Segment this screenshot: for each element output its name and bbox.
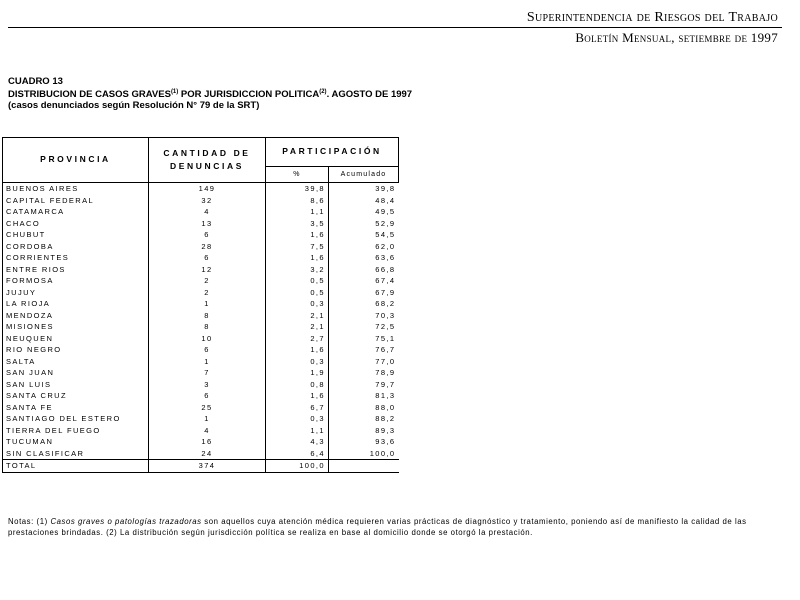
table-row xyxy=(3,241,399,253)
table-row xyxy=(3,448,399,460)
notes-text: son aquellos cuya atención médica requieren varias prácticas de diagnóstico y tratamiento, poniendo así de manifiesto la calidad de las prestaciones brindadas. (2) La distribución según jurisdicción política se realiza en base al domicilio donde se otorgó la prestación. xyxy=(8,517,747,537)
cell-acumulado: 79,7 xyxy=(375,379,396,389)
table-row xyxy=(3,344,399,356)
cell-pct: 7,5 xyxy=(266,241,329,253)
table-row xyxy=(3,367,399,379)
cell-acumulado: 76,7 xyxy=(375,345,396,354)
cell-acumulado: 81,3 xyxy=(375,391,396,400)
cell-cantidad: 10 xyxy=(149,333,266,345)
cell-acumulado: 39,8 xyxy=(375,184,396,193)
cell-pct: 0,3 xyxy=(266,356,329,368)
cell-cantidad: 32 xyxy=(149,195,266,207)
cell-provincia: SANTIAGO DEL ESTERO xyxy=(3,413,149,425)
cell-provincia: FORMOSA xyxy=(3,275,149,287)
cell-acumulado: 48,4 xyxy=(375,195,396,205)
cell-provincia: MISIONES xyxy=(3,321,149,333)
cell-acumulado: 72,5 xyxy=(375,322,396,331)
cell-acumulado xyxy=(329,460,399,473)
cell-provincia: ENTRE RIOS xyxy=(3,264,149,276)
cell-provincia: RIO NEGRO xyxy=(3,344,149,356)
table-row xyxy=(3,195,399,207)
cell-pct: 2,7 xyxy=(266,333,329,345)
header-cantidad-line-1: CANTIDAD DE xyxy=(163,148,251,158)
cell-provincia: SIN CLASIFICAR xyxy=(3,448,149,460)
cell-acumulado: 88,2 xyxy=(375,414,396,423)
cell-provincia: TUCUMAN xyxy=(3,436,149,448)
cell-acumulado: 66,8 xyxy=(375,264,396,274)
cell-cantidad: 2 xyxy=(149,275,266,287)
cell-cantidad: 8 xyxy=(149,310,266,322)
cell-cantidad: 2 xyxy=(149,287,266,299)
cell-pct: 3,2 xyxy=(266,264,329,276)
cell-pct: 1,6 xyxy=(266,344,329,356)
cell-acumulado: 93,6 xyxy=(375,437,396,446)
table-row xyxy=(3,356,399,368)
table-row xyxy=(3,218,399,230)
caption-line-3: (casos denunciados según Resolución N° 79 de la SRT) xyxy=(8,100,260,112)
caption-line-2 xyxy=(8,87,412,100)
cell-acumulado: 54,5 xyxy=(375,230,396,239)
cell-provincia: BUENOS AIRES xyxy=(3,183,149,195)
cell-provincia: MENDOZA xyxy=(3,310,149,322)
header-pct: % xyxy=(266,167,329,183)
cell-pct: 1,9 xyxy=(266,367,329,379)
table-row xyxy=(3,333,399,345)
cell-provincia: TOTAL xyxy=(3,460,149,473)
cell-provincia: CORRIENTES xyxy=(3,252,149,264)
cell-provincia: SAN JUAN xyxy=(3,367,149,379)
cell-pct: 3,5 xyxy=(266,218,329,230)
cell-acumulado: 68,2 xyxy=(375,299,396,308)
table-row xyxy=(3,321,399,333)
cell-pct: 0,8 xyxy=(266,379,329,391)
cell-acumulado: 88,0 xyxy=(375,402,396,412)
cell-pct: 4,3 xyxy=(266,436,329,448)
notes-italic-term: Casos graves o patologías trazadoras xyxy=(50,517,202,526)
header-title: Superintendencia de Riesgos del Trabajo xyxy=(526,10,778,25)
table-body xyxy=(3,183,399,473)
header-acumulado: Acumulado xyxy=(329,167,399,183)
cell-provincia: SANTA FE xyxy=(3,402,149,414)
cell-provincia: CHACO xyxy=(3,218,149,230)
header-participacion: PARTICIPACIÓN xyxy=(266,138,399,167)
cell-acumulado: 78,9 xyxy=(375,368,396,377)
cell-acumulado: 75,1 xyxy=(375,333,396,343)
caption-line-1: CUADRO 13 xyxy=(8,76,63,87)
table-row xyxy=(3,310,399,322)
cell-acumulado: 62,0 xyxy=(375,241,396,251)
cell-cantidad: 4 xyxy=(149,425,266,437)
cell-cantidad: 6 xyxy=(149,344,266,356)
cell-pct: 2,1 xyxy=(266,321,329,333)
table-row xyxy=(3,436,399,448)
header-divider xyxy=(8,27,782,28)
cell-acumulado: 52,9 xyxy=(375,218,396,228)
cell-pct: 8,6 xyxy=(266,195,329,207)
cell-pct: 39,8 xyxy=(266,183,329,195)
table-row xyxy=(3,206,399,218)
cell-cantidad: 6 xyxy=(149,252,266,264)
cell-pct: 6,7 xyxy=(266,402,329,414)
cell-provincia: TIERRA DEL FUEGO xyxy=(3,425,149,437)
table-row xyxy=(3,287,399,299)
cell-cantidad: 4 xyxy=(149,206,266,218)
cell-acumulado: 70,3 xyxy=(375,310,396,320)
provinces-table xyxy=(2,137,399,473)
cell-pct: 2,1 xyxy=(266,310,329,322)
cell-provincia: CATAMARCA xyxy=(3,206,149,218)
notes-prefix: Notas: (1) xyxy=(8,517,51,526)
table-row xyxy=(3,252,399,264)
cell-cantidad: 149 xyxy=(149,183,266,195)
table-row xyxy=(3,298,399,310)
caption-line-2-part-c: . AGOSTO DE 1997 xyxy=(326,89,413,101)
cell-cantidad: 25 xyxy=(149,402,266,414)
cell-cantidad: 16 xyxy=(149,436,266,448)
cell-acumulado: 49,5 xyxy=(375,207,396,216)
cell-pct: 1,1 xyxy=(266,206,329,218)
caption-line-2-part-b: POR JURISDICCION POLITICA xyxy=(180,89,320,101)
cell-pct: 1,6 xyxy=(266,390,329,402)
cell-provincia: CHUBUT xyxy=(3,229,149,241)
cell-cantidad: 1 xyxy=(149,413,266,425)
cell-pct: 0,5 xyxy=(266,287,329,299)
cell-cantidad: 1 xyxy=(149,298,266,310)
header-provincia: PROVINCIA xyxy=(3,138,149,183)
cell-acumulado: 67,4 xyxy=(375,276,396,285)
cell-provincia: SANTA CRUZ xyxy=(3,390,149,402)
table-row xyxy=(3,183,399,195)
cell-cantidad: 28 xyxy=(149,241,266,253)
cell-pct: 0,5 xyxy=(266,275,329,287)
cell-provincia: LA RIOJA xyxy=(3,298,149,310)
cell-provincia: CORDOBA xyxy=(3,241,149,253)
cell-pct: 1,6 xyxy=(266,252,329,264)
table-row xyxy=(3,390,399,402)
table-caption xyxy=(8,76,412,111)
cell-cantidad: 13 xyxy=(149,218,266,230)
cell-pct: 6,4 xyxy=(266,448,329,460)
cell-pct: 1,6 xyxy=(266,229,329,241)
table-row xyxy=(3,379,399,391)
cell-acumulado: 89,3 xyxy=(375,425,396,435)
header-subtitle: Boletín Mensual, setiembre de 1997 xyxy=(575,30,778,45)
table-row xyxy=(3,229,399,241)
cell-provincia: NEUQUEN xyxy=(3,333,149,345)
cell-cantidad: 8 xyxy=(149,321,266,333)
cell-cantidad: 6 xyxy=(149,390,266,402)
cell-cantidad: 24 xyxy=(149,448,266,460)
table-row xyxy=(3,413,399,425)
cell-cantidad: 12 xyxy=(149,264,266,276)
table-row xyxy=(3,275,399,287)
cell-provincia: SAN LUIS xyxy=(3,379,149,391)
cell-cantidad: 3 xyxy=(149,379,266,391)
table-row xyxy=(3,264,399,276)
header-cantidad-line-2: DENUNCIAS xyxy=(170,161,244,171)
caption-line-2-part-a: DISTRIBUCION DE CASOS GRAVES xyxy=(8,89,171,101)
cell-cantidad: 374 xyxy=(149,460,266,473)
cell-acumulado: 67,9 xyxy=(375,287,396,297)
footnote-ref-1: (1) xyxy=(170,89,179,95)
cell-pct: 1,1 xyxy=(266,425,329,437)
cell-pct: 0,3 xyxy=(266,413,329,425)
footnotes xyxy=(8,517,798,538)
table-row xyxy=(3,402,399,414)
cell-provincia: SALTA xyxy=(3,356,149,368)
footnote-ref-2: (2) xyxy=(319,89,327,95)
table-row xyxy=(3,425,399,437)
cell-acumulado: 100,0 xyxy=(369,448,396,458)
cell-pct: 100,0 xyxy=(266,460,329,473)
cell-cantidad: 1 xyxy=(149,356,266,368)
cell-acumulado: 63,6 xyxy=(375,253,396,262)
cell-acumulado: 77,0 xyxy=(375,356,396,366)
cell-pct: 0,3 xyxy=(266,298,329,310)
header-cantidad xyxy=(149,138,266,183)
cell-provincia: CAPITAL FEDERAL xyxy=(3,195,149,207)
cell-cantidad: 7 xyxy=(149,367,266,379)
cell-cantidad: 6 xyxy=(149,229,266,241)
cell-provincia: JUJUY xyxy=(3,287,149,299)
total-row xyxy=(3,460,399,473)
